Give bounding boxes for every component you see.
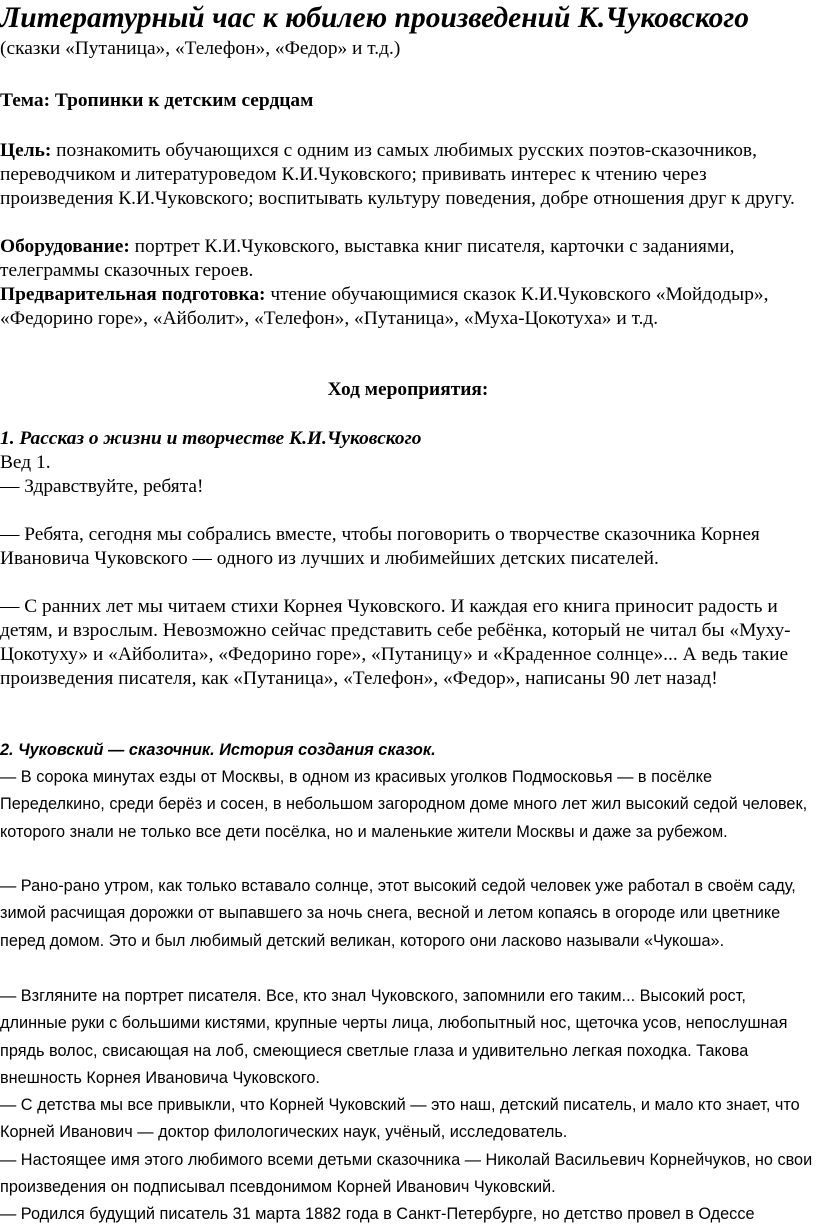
paragraph-8: — Родился будущий писатель 31 марта 1882 года в Санкт-Петербурге, но детство провел в Одессе <box>0 1205 755 1223</box>
paragraph-6: — С детства мы все привыкли, что Корней Чуковский — это наш, детский писатель, и мало кто знает, что Корней Иванович — доктор филологических наук, учёный, исследователь. <box>0 1096 800 1142</box>
document-subtitle: (сказки «Путаница», «Телефон», «Федор» и т.д.) <box>0 38 401 59</box>
paragraph-5: — Взгляните на портрет писателя. Все, кто знал Чуковского, запомнили его таким... Высокий рост, длинные руки с большими кистями, крупные черты лица, любопытный нос, щеточка усов, непослушная прядь волос, свисающая на лоб, смеющиеся светлые глаза и удивительно легкая походка. Такова внешность Корнея Ивановича Чуковского. <box>0 987 788 1088</box>
speaker-label: Вед 1. <box>0 452 51 473</box>
document-title: Литературный час к юбилею произведений К.Чуковского <box>0 2 750 34</box>
preparation-paragraph <box>0 283 816 331</box>
paragraph-1: — Ребята, сегодня мы собрались вместе, чтобы поговорить о творчестве сказочника Корнея Ивановича Чуковского — одного из лучших и любимейших детских писателей. <box>0 524 760 569</box>
theme-line: Тема: Тропинки к детским сердцам <box>0 90 314 111</box>
goal-paragraph <box>0 139 816 211</box>
section1-heading: 1. Рассказ о жизни и творчестве К.И.Чуковского <box>0 428 422 449</box>
paragraph-2: — С ранних лет мы читаем стихи Корнея Чуковского. И каждая его книга приносит радость и детям, и взрослым. Невозможно сейчас представить себе ребёнка, который не читал бы «Муху-Цокотуху» и «Айболита», «Федорино горе», «Путаницу» и «Краденное солнце»... А ведь такие произведения писателя, как «Путаница», «Телефон», «Федор», написаны 90 лет назад! <box>0 596 791 689</box>
paragraph-4: — Рано-рано утром, как только вставало солнце, этот высокий седой человек уже работал в своём саду, зимой расчищая дорожки от выпавшего за ночь снега, весной и летом копаясь в огороде или цветнике перед домом. Это и был любимый детский великан, которого они ласково называли «Чукоша». <box>0 877 796 950</box>
equipment-paragraph <box>0 235 816 283</box>
section2-heading: 2. Чуковский — сказочник. История создания сказок. <box>0 741 436 759</box>
equipment-label: Оборудование: <box>0 236 130 257</box>
preparation-text: чтение обучающимися сказок К.И.Чуковского «Мойдодыр», «Федорино горе», «Айболит», «Телефон», «Путаница», «Муха-Цокотуха» и т.д. <box>0 284 769 329</box>
event-heading: Ход мероприятия: <box>327 379 489 400</box>
paragraph-7: — Настоящее имя этого любимого всеми детьми сказочника — Николай Васильевич Корнейчуков, но свои произведения он подписывал псевдонимом Корней Иванович Чуковский. <box>0 1151 813 1197</box>
paragraph-3: — В сорока минутах езды от Москвы, в одном из красивых уголков Подмосковья — в посёлке Переделкино, среди берёз и сосен, в небольшом загородном доме много лет жил высокий седой человек, которого знали не только все дети посёлка, но и маленькие жители Москвы и даже за рубежом. <box>0 768 808 841</box>
equipment-text: портрет К.И.Чуковского, выставка книг писателя, карточки с заданиями, телеграммы сказочных героев. <box>0 236 735 281</box>
greeting-line: — Здравствуйте, ребята! <box>0 476 204 497</box>
goal-text: познакомить обучающихся с одним из самых любимых русских поэтов-сказочников, переводчиком и литературоведом К.И.Чуковского; прививать интерес к чтению через произведения К.И.Чуковского; воспитывать культуру поведения, добре отношения друг к другу. <box>0 140 795 209</box>
goal-label: Цель: <box>0 140 52 161</box>
preparation-label: Предварительная подготовка: <box>0 284 266 305</box>
